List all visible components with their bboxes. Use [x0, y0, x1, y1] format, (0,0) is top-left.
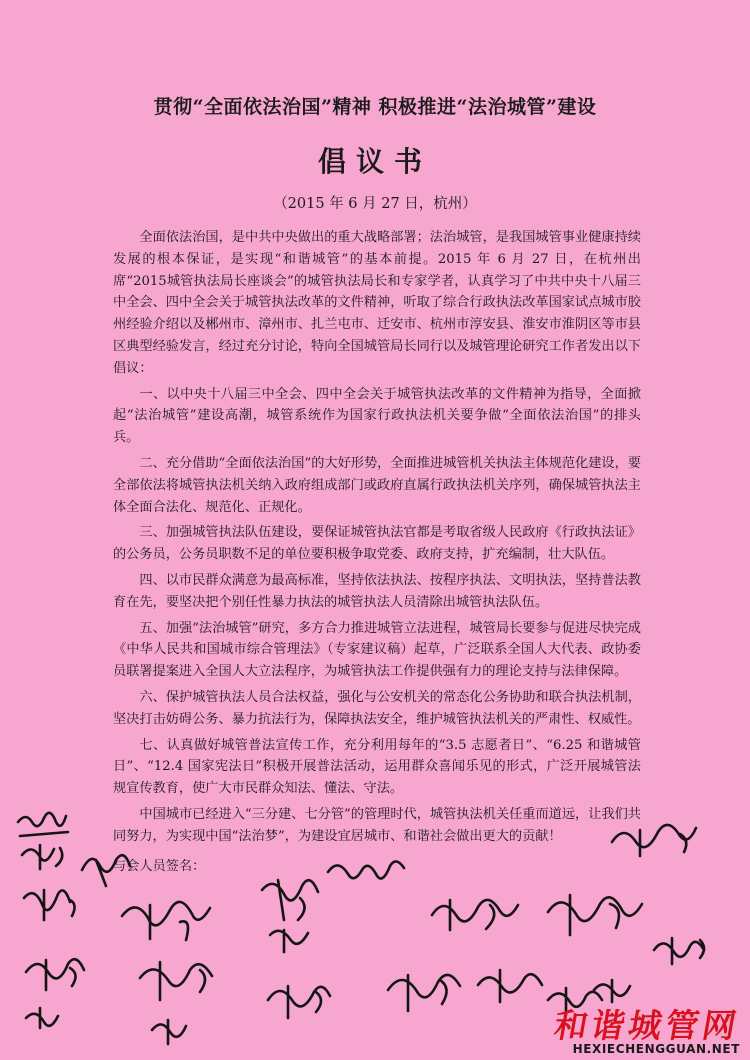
item-paragraph-5: 五、加强“法治城管”研究，多方合力推进城管立法进程，城管局长要参与促进尽快完成《中华人民共和国城市综合管理法》（专家建议稿）起草，广泛联系全国人大代表、政协委员联署提案进入全国人大立法程序，为城管执法工作提供强有力的理论支持与法律保障。 [113, 620, 641, 680]
item-paragraph-2: 二、充分借助“全面依法治国”的大好形势，全面推进城管机关执法主体规范化建设，要全部依法将城管执法机关纳入政府组成部门或政府直属行政执法机关序列，确保城管执法主体全面合法化、规范化、正规化。 [113, 455, 641, 515]
closing-paragraph: 中国城市已经进入“三分建、七分管”的管理时代，城管执法机关任重而道远，让我们共同努力，为实现中国“法治梦”，为建设宜居城市、和谐社会做出更大的贡献！ [113, 806, 641, 844]
watermark-logo-text: 和谐城管网 [551, 1006, 744, 1045]
site-watermark [532, 1000, 742, 1056]
item-paragraph-6: 六、保护城管执法人员合法权益，强化与公安机关的常态化公务协助和联合执法机制，坚决打击妨碍公务、暴力抗法行为，保障执法安全，维护城管执法机关的严肃性、权威性。 [113, 689, 641, 727]
item-paragraph-1: 一、以中央十八届三中全会、四中全会关于城管执法改革的文件精神为指导，全面掀起“法治城管”建设高潮，城管系统作为国家行政执法机关要争做“全面依法治国”的排头兵。 [113, 386, 641, 446]
signees-label: 与会人员签名： [113, 859, 206, 874]
watermark-url: HEXIECHENGGUAN.NET [572, 1042, 740, 1056]
date-line: （2015 年 6 月 27 日，杭州） [273, 196, 477, 212]
document-title: 倡议书 [317, 145, 432, 178]
item-paragraph-3: 三、加强城管执法队伍建设，要保证城管执法官都是考取省级人民政府《行政执法证》的公务员，公务员职数不足的单位要积极争取党委、政府支持，扩充编制，壮大队伍。 [113, 525, 641, 563]
intro-paragraph: 全面依法治国，是中共中央做出的重大战略部署；法治城管，是我国城管事业健康持续发展的根本保证，是实现“和谐城管”的基本前提。2015 年 6 月 27 日，在杭州出席“2015城管执法局长座谈会”的城管执法局长和专家学者，认真学习了中共中央十八届三中全会、四中全会关于城管执法改革的文件精神，听取了综合行政执法改革国家试点城市胶州经验介绍以及郴州市、漳州市、扎兰屯市、迁安市、杭州市淳安县、淮安市淮阴区等市县区典型经验发言，经过充分讨论，特向全国城管局长同行以及城管理论研究工作者发出以下倡议： [113, 230, 641, 376]
document-body [113, 227, 641, 852]
headline: 贯彻“全面依法治国”精神 积极推进“法治城管”建设 [153, 96, 597, 118]
item-paragraph-4: 四、以市民群众满意为最高标准，坚持依法执法、按程序执法、文明执法，坚持普法教育在先，要坚决把个别任性暴力执法的城管执法人员清除出城管执法队伍。 [113, 572, 641, 610]
item-paragraph-7: 七、认真做好城管普法宣传工作，充分利用每年的“3.5 志愿者日”、“6.25 和谐城管日”、“12.4 国家宪法日”积极开展普法活动，运用群众喜闻乐见的形式，广泛开展城管法规宣传教育，使广大市民群众知法、懂法、守法。 [113, 737, 641, 797]
